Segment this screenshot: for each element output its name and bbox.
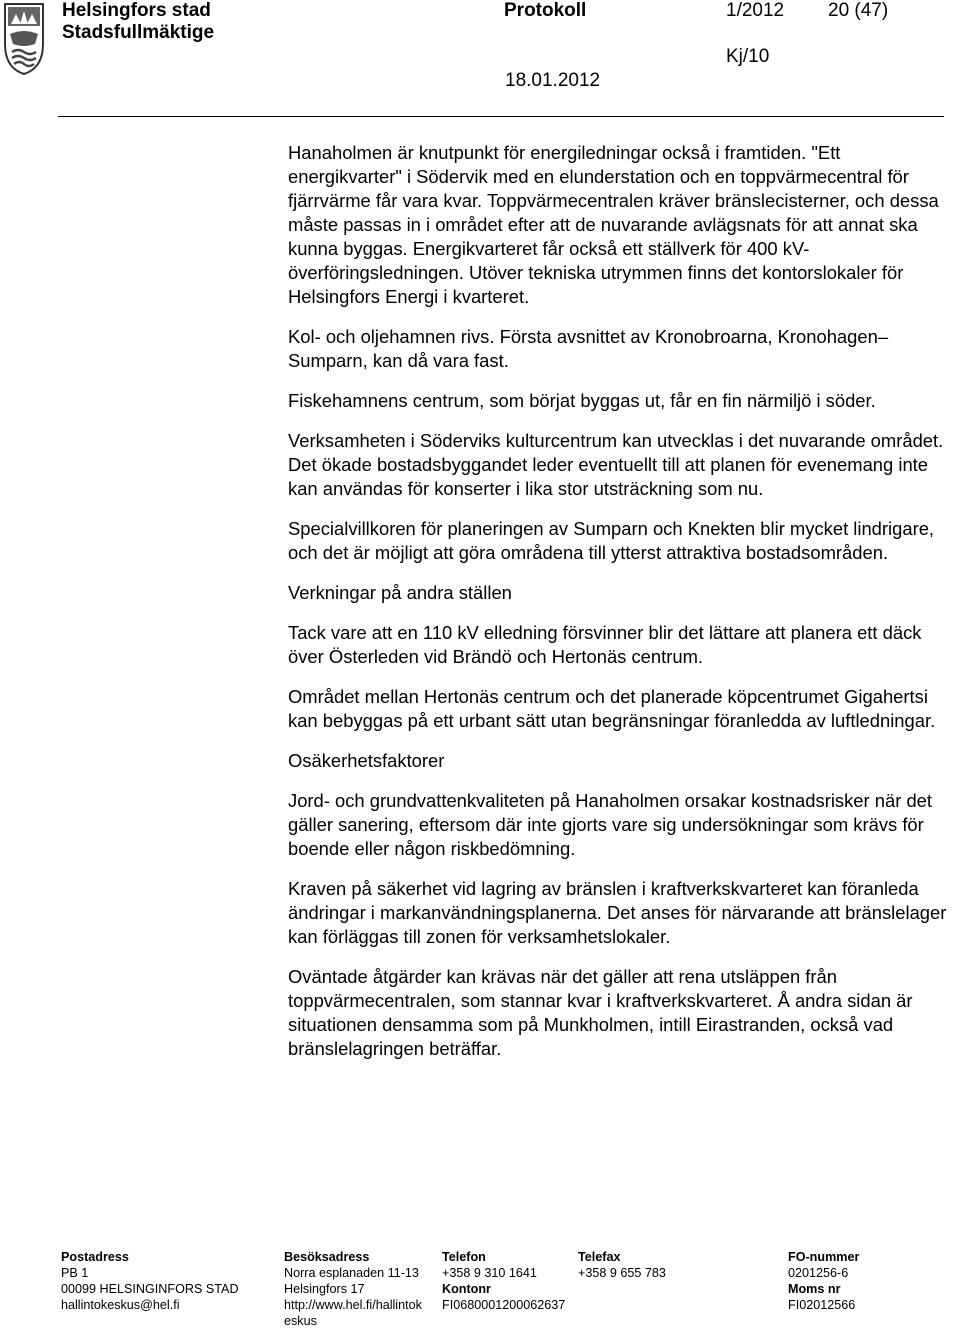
footer-email-link[interactable]: hallintokeskus@hel.fi	[61, 1298, 180, 1312]
header-number: 1/2012	[726, 0, 785, 21]
section-heading: Verkningar på andra ställen	[288, 582, 512, 603]
paragraph: Fiskehamnens centrum, som börjat byggas ut, får en fin närmiljö i söder.	[288, 390, 876, 411]
section-heading: Osäkerhetsfaktorer	[288, 750, 445, 771]
paragraph: Kraven på säkerhet vid lagring av bränslen i kraftverkskvarteret kan föranleda ändringar i markanvändningsplanerna. Det anses för närvarande att bränslelager kan förläggas till zonen för verksamhetslokaler.	[288, 878, 947, 947]
header-page: 20 (47)	[828, 0, 889, 21]
footer-fo-nummer: FO-nummer 0201256-6 Moms nr FI02012566	[788, 1250, 860, 1312]
document-body	[288, 141, 948, 1061]
footer-telefax: Telefax +358 9 655 783	[578, 1250, 666, 1280]
header-doc-type: Protokoll	[504, 0, 587, 21]
footer-website-link[interactable]: http://www.hel.fi/hallintok	[284, 1298, 422, 1312]
paragraph: Jord- och grundvattenkvaliteten på Hanaholmen orsakar kostnadsrisker när det gäller sanering, eftersom där inte gjorts vare sig undersökningar som krävs för boende eller någon riskbedömning.	[288, 790, 933, 859]
footer-website-link-cont[interactable]: eskus	[284, 1314, 317, 1328]
paragraph: Hanaholmen är knutpunkt för energiledningar också i framtiden. "Ett energikvarter" i Södervik med en elunderstation och en toppvärmecentral för fjärrvärme får vara kvar. Toppvärmecentralen kräver bränslecisterner, och dessa måste passas in i området efter att de nuvarande avlägsnats för att annat ska kunna byggas. Energikvarteret får också ett ställverk för 400 kV-överföringsledningen. Utöver tekniska utrymmen finns det kontorslokaler för Helsingfors Energi i kvarteret.	[288, 142, 939, 307]
footer-telefon: Telefon +358 9 310 1641 Kontonr FI0680001200062637	[442, 1250, 566, 1312]
paragraph: Tack vare att en 110 kV elledning försvinner blir det lättare att planera ett däck över Österleden vid Brändö och Hertonäs centrum.	[288, 622, 922, 667]
header-org: Helsingfors stad	[62, 0, 211, 21]
footer-postadress: Postadress PB 1 00099 HELSINGINFORS STAD hallintokeskus@hel.fi	[61, 1250, 239, 1312]
header-body: Stadsfullmäktige	[62, 22, 215, 43]
paragraph: Kol- och oljehamnen rivs. Första avsnittet av Kronobroarna, Kronohagen–Sumparn, kan då vara fast.	[288, 326, 889, 371]
header-date: 18.01.2012	[505, 70, 601, 91]
paragraph: Oväntade åtgärder kan krävas när det gäller att rena utsläppen från toppvärmecentralen, som stannar kvar i kraftverkskvarteret. Å andra sidan är situationen densamma som på Munkholmen, intill Eirastranden, också vad bränslelagringen beträffar.	[288, 966, 913, 1059]
header-section: Kj/10	[726, 46, 770, 67]
footer-besoksadress: Besöksadress Norra esplanaden 11-13 Helsingfors 17 http://www.hel.fi/hallintok eskus	[284, 1250, 422, 1328]
paragraph: Verksamheten i Söderviks kulturcentrum kan utvecklas i det nuvarande området. Det ökade bostadsbyggandet leder eventuellt till att planen för evenemang inte kan användas för konserter i lika stor utsträckning som nu.	[288, 430, 944, 499]
paragraph: Området mellan Hertonäs centrum och det planerade köpcentrumet Gigahertsi kan bebyggas på ett urbant sätt utan begränsningar föranledda av luftledningar.	[288, 686, 936, 731]
coat-of-arms-logo	[2, 0, 46, 76]
footer	[0, 1249, 960, 1329]
paragraph: Specialvillkoren för planeringen av Sumparn och Knekten blir mycket lindrigare, och det är möjligt att göra områdena till ytterst attraktiva bostadsområden.	[288, 518, 935, 563]
header-rule	[58, 116, 944, 117]
